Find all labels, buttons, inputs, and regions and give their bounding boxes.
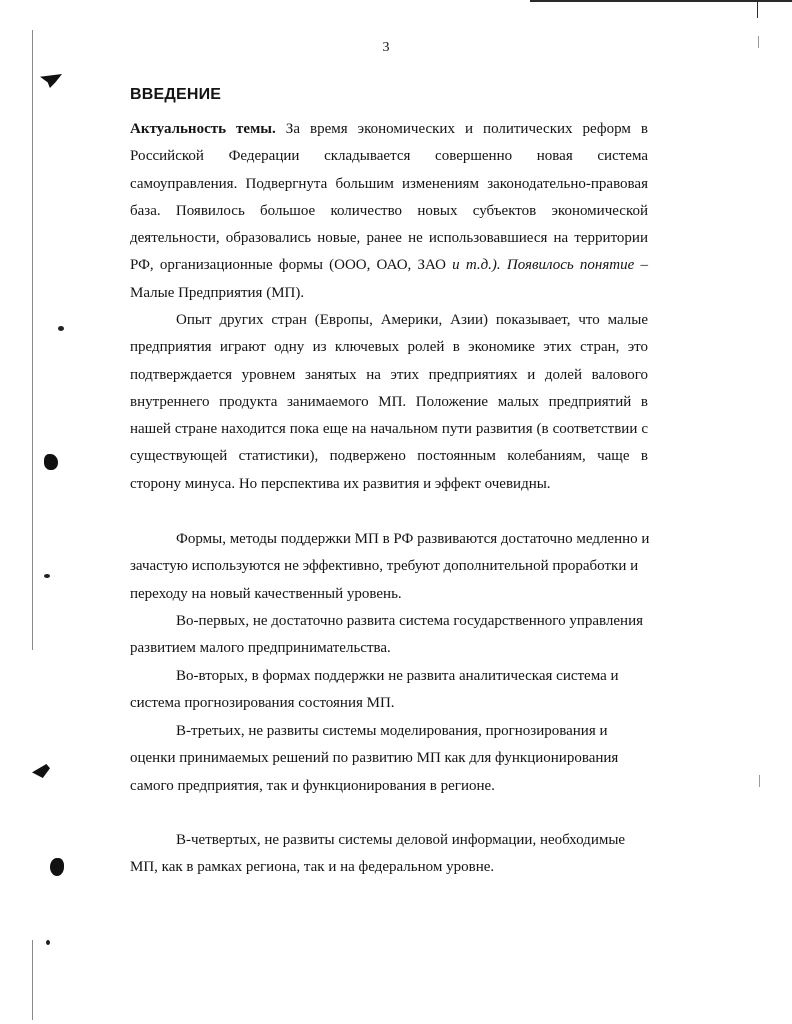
punch-hole-mark [58,326,64,331]
paragraph-foreign-experience: Опыт других стран (Европы, Америки, Азии) показывает, что малые предприятия играют одну из ключевых ролей в экономике этих стран, это подтверждается уровнем занятых на этих предприятиях и долей валового внутреннего продукта занимаемого МП. Положение малых предприятий в нашей стране находится пока еще на начальном пути развития (в соответствии с существующей статистики), подвержено постоянным колебаниям, чаще в сторону минуса. Но перспектива их развития и эффект очевидны. [130,312,648,492]
punch-hole-mark [44,454,58,470]
paragraph-second-point: Во-вторых, в формах поддержки не развита аналитическая система и система прогнозирования состояния МП. [130,668,619,712]
section-heading: ВВЕДЕНИЕ [130,86,222,103]
scan-edge-top [530,0,792,2]
punch-hole-mark [44,574,50,578]
page-number: 3 [382,40,390,55]
relevance-text-abbr: (МП). [266,284,305,301]
punch-hole-mark [46,940,50,945]
relevance-text-term: – Малые Предприятия [130,257,648,301]
scan-edge-right [757,0,758,18]
relevance-text: За время экономических и политических реформ в Российской Федерации складывается совершенно новая система самоуправления. Подвергнута большим изменениям законодательно-правовая база. Появилось большое количество новых субъектов экономической деятельности, образовались новые, ранее не использовавшиеся на территории РФ, организационные формы (ООО, ОАО, ЗАО [130,121,648,274]
relevance-label: Актуальность темы. [130,121,276,137]
punch-hole-mark [50,858,64,876]
paragraph-fourth-point: В-четвертых, не развиты системы деловой информации, необходимые МП, как в рамках региона, так и на федеральном уровне. [130,832,626,876]
paragraph-first-point: Во-первых, не достаточно развита система государственного управления развитием малого предпринимательства. [130,613,644,657]
paragraph-support-forms: Формы, методы поддержки МП в РФ развиваются достаточно медленно и зачастую используются не эффективно, требуют дополнительной проработки и переходу на новый качественный уровень. [130,531,650,602]
scan-edge-left [32,30,33,650]
paragraph-relevance [130,116,648,307]
scan-edge-right-mark [759,775,760,787]
scan-edge-left-lower [32,940,33,1020]
relevance-italic-text: и т.д.). Появилось понятие [452,257,635,274]
punch-hole-mark [32,764,50,778]
punch-hole-mark [40,74,62,88]
paragraph-third-point: В-третьих, не развиты системы моделирования, прогнозирования и оценки принимаемых решений по развитию МП как для функционирования самого предприятия, так и функционирования в регионе. [130,723,619,794]
